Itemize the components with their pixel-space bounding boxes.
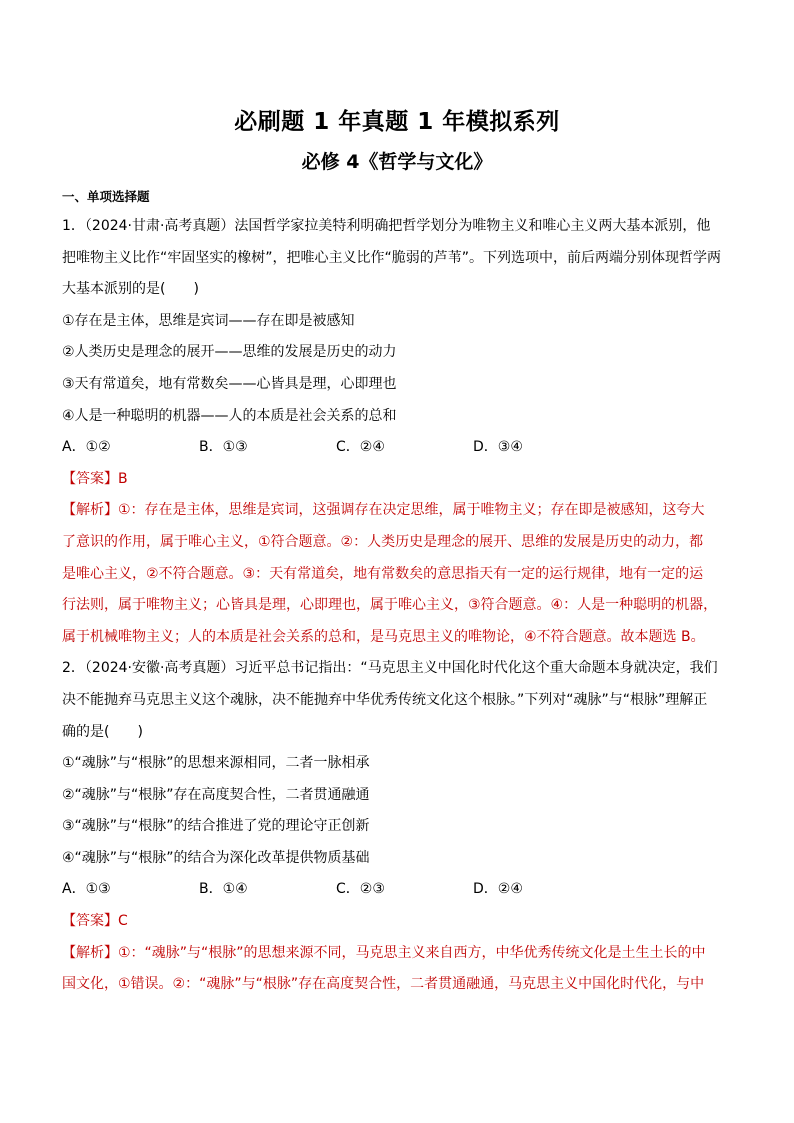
question-1-analysis-line: 行法则，属于唯物主义；心皆具是理，心即理也，属于唯心主义，③符合题意。④：人是一种聪明的机器， bbox=[62, 597, 718, 614]
question-2-item: ④“魂脉”与“根脉”的结合为深化改革提供物质基础 bbox=[62, 849, 370, 866]
page-subtitle: 必修 4《哲学与文化》 bbox=[301, 151, 493, 173]
question-1-analysis-line bbox=[62, 495, 734, 527]
question-1-analysis-line: 是唯心主义，②不符合题意。③：天有常道矣，地有常数矣的意思指天有一定的运行规律，地有一定的运 bbox=[62, 565, 704, 582]
question-1-stem-line: 把唯物主义比作“牢固坚实的橡树”，把唯心主义比作“脆弱的芦苇”。下列选项中，前后两端分别体现哲学两 bbox=[62, 249, 722, 266]
answer-value: B bbox=[118, 470, 128, 487]
option-d: D．②④ bbox=[473, 881, 523, 898]
question-1-item: ②人类历史是理念的展开——思维的发展是历史的动力 bbox=[62, 344, 397, 361]
question-2-stem-line: 确的是( ) bbox=[62, 723, 143, 740]
section-heading: 一、单项选择题 bbox=[62, 189, 150, 204]
question-2-item: ①“魂脉”与“根脉”的思想来源相同，二者一脉相承 bbox=[62, 755, 370, 772]
option-b: B．①④ bbox=[199, 881, 248, 898]
question-2-item: ②“魂脉”与“根脉”存在高度契合性，二者贯通融通 bbox=[62, 786, 370, 803]
question-2-options bbox=[62, 874, 734, 906]
question-1-item: ④人是一种聪明的机器——人的本质是社会关系的总和 bbox=[62, 407, 397, 424]
question-2-item: ③“魂脉”与“根脉”的结合推进了党的理论守正创新 bbox=[62, 818, 370, 835]
question-2-stem-line: 决不能抛弃马克思主义这个魂脉，决不能抛弃中华优秀传统文化这个根脉。”下列对“魂脉”与“根脉”理解正 bbox=[62, 691, 708, 708]
analysis-tag: 【解析】 bbox=[62, 944, 118, 961]
option-b: B．①③ bbox=[199, 439, 248, 456]
question-1 bbox=[62, 211, 734, 1001]
question-1-analysis-line: 了意识的作用，属于唯心主义，①符合题意。②：人类历史是理念的展开、思维的发展是历史的动力，都 bbox=[62, 533, 704, 550]
question-1-options bbox=[62, 432, 734, 464]
question-1-item: ③天有常道矣，地有常数矣——心皆具是理，心即理也 bbox=[62, 375, 397, 392]
option-c: C．②③ bbox=[336, 881, 385, 898]
analysis-text: ①：“魂脉”与“根脉”的思想来源不同，马克思主义来自西方，中华优秀传统文化是土生土长的中 bbox=[118, 944, 706, 961]
question-2-answer bbox=[62, 906, 734, 938]
question-1-answer bbox=[62, 464, 734, 496]
option-a: A．①② bbox=[62, 439, 111, 456]
answer-tag: 【答案】 bbox=[62, 913, 118, 930]
question-1-analysis-line: 属于机械唯物主义；人的本质是社会关系的总和，是马克思主义的唯物论，④不符合题意。故本题选 B。 bbox=[62, 628, 705, 645]
question-2-stem-line: 2．（2024·安徽·高考真题）习近平总书记指出：“马克思主义中国化时代化这个重大命题本身就决定，我们 bbox=[62, 660, 718, 677]
question-2-analysis-line bbox=[62, 938, 734, 970]
question-2-analysis-line: 国文化，①错误。②：“魂脉”与“根脉”存在高度契合性，二者贯通融通，马克思主义中国化时代化，与中 bbox=[62, 976, 705, 993]
question-1-stem-line: 1．（2024·甘肃·高考真题）法国哲学家拉美特利明确把哲学划分为唯物主义和唯心主义两大基本派别，他 bbox=[62, 218, 711, 234]
option-a: A．①③ bbox=[62, 881, 111, 898]
answer-value: C bbox=[118, 913, 128, 930]
analysis-tag: 【解析】 bbox=[62, 502, 118, 519]
option-c: C．②④ bbox=[336, 439, 385, 456]
page-title: 必刷题 1 年真题 1 年模拟系列 bbox=[234, 109, 560, 135]
option-d: D．③④ bbox=[473, 439, 523, 456]
question-1-item: ①存在是主体，思维是宾词——存在即是被感知 bbox=[62, 312, 355, 329]
analysis-text: ①：存在是主体，思维是宾词，这强调存在决定思维，属于唯物主义；存在即是被感知，这夸大 bbox=[118, 502, 705, 519]
answer-tag: 【答案】 bbox=[62, 470, 118, 487]
question-1-stem-line: 大基本派别的是( ) bbox=[62, 281, 199, 298]
